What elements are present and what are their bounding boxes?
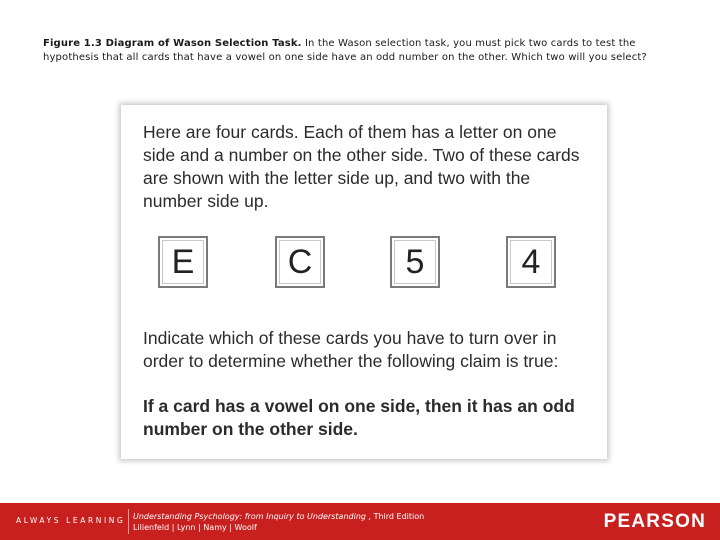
task-intro-text: Here are four cards. Each of them has a letter on one side and a number on the other side. Two of these cards are shown with the letter side up, and two with the number side up.: [143, 122, 580, 211]
card-e: [158, 236, 208, 288]
pearson-logo: PEARSON: [603, 511, 706, 532]
card-4: [506, 236, 556, 288]
footer-tagline: ALWAYS LEARNING: [16, 516, 126, 525]
card-5-face: 5: [394, 240, 436, 284]
book-authors: Lilienfeld | Lynn | Namy | Woolf: [133, 523, 257, 532]
card-5: [390, 236, 440, 288]
footer-bar: [0, 503, 720, 540]
book-edition: , Third Edition: [365, 512, 425, 521]
card-4-face: 4: [510, 240, 552, 284]
book-citation: [133, 511, 424, 533]
caption-label: Figure 1.3 Diagram of Wason Selection Task.: [43, 38, 302, 49]
footer-divider: [128, 509, 129, 534]
card-c: [275, 236, 325, 288]
book-title: Understanding Psychology: from Inquiry to Understanding: [133, 512, 366, 521]
task-instruction-text: Indicate which of these cards you have to turn over in order to determine whether the following claim is true:: [143, 328, 559, 371]
card-e-face: E: [162, 240, 204, 284]
caption-text: In the Wason selection task, you must pick two cards to test the hypothesis that all cards that have a vowel on one side have an odd number on the other. Which two will you select?: [43, 38, 647, 63]
wason-task-figure: [121, 105, 607, 459]
task-claim-text: If a card has a vowel on one side, then it has an odd number on the other side.: [143, 396, 575, 439]
card-c-face: C: [279, 240, 321, 284]
figure-caption: [43, 37, 683, 64]
